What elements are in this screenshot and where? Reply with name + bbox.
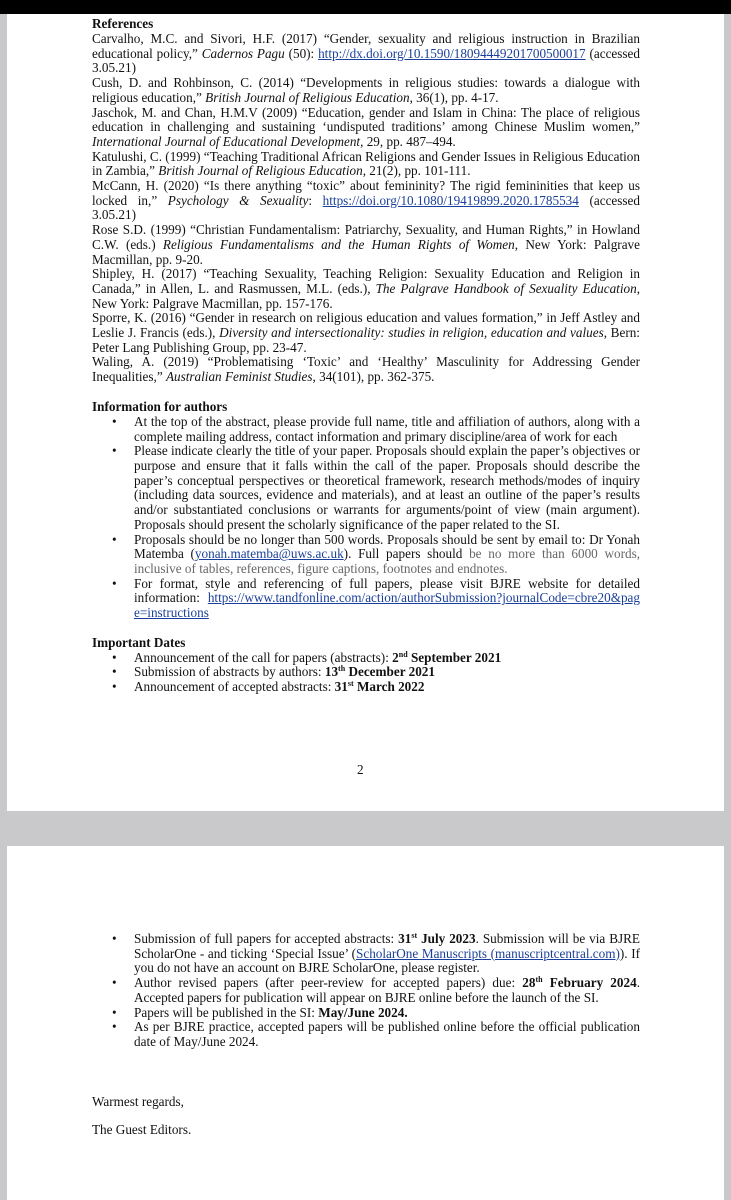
scholarone-link[interactable]: ScholarOne Manuscripts (manuscriptcentral.com) bbox=[356, 945, 620, 961]
reference-entry: Shipley, H. (2017) “Teaching Sexuality, Teaching Religion: Sexuality Education and Religion in Canada,” in Allen, L. and Rasmussen, M.L. (eds.), The Palgrave Handbook of Sexuality Education, New York: Palgrave Macmillan, pp. 157-176. bbox=[92, 266, 640, 311]
document-page-1 bbox=[7, 14, 724, 811]
reference-entry: Cush, D. and Rohbinson, C. (2014) “Developments in religious studies: towards a dialogue with religious education,” British Journal of Religious Education, 36(1), pp. 4-17. bbox=[92, 75, 640, 105]
info-bullet-2: • Please indicate clearly the title of your paper. Proposals should explain the paper’s objectives or purpose and ensure that it falls within the call of the paper. Proposals should describe the paper’s conceptual perspectives or theoretical framework, research methods/modes of inquiry (including data sources, evidence and materials), and at least an outline of the paper’s results and/or substantiated conclusions or warrants for arguments/point of view (main argument). Proposals should present the scholarly significance of the paper related to the SI. bbox=[134, 444, 640, 532]
info-bullet-list bbox=[92, 415, 640, 621]
references-list bbox=[92, 32, 640, 385]
date-item-3: • Announcement of accepted abstracts: 31st March 2022 bbox=[134, 680, 640, 695]
document-page-2 bbox=[7, 846, 724, 1200]
date-item-6: • Papers will be published in the SI: May/June 2024. bbox=[134, 1006, 640, 1021]
email-link[interactable]: yonah.matemba@uws.ac.uk bbox=[194, 546, 344, 562]
reference-entry: McCann, H. (2020) “Is there anything “toxic” about femininity? The rigid femininities that keep us locked in,” Psychology & Sexuality: https://doi.org/10.1080/19419899.2020.1785534 (accessed 3.05.21) bbox=[92, 178, 640, 223]
reference-entry: Carvalho, M.C. and Sivori, H.F. (2017) “Gender, sexuality and religious instruction in Brazilian educational policy,” Cadernos Pagu (50): http://dx.doi.org/10.1590/18094449201700500017 (accessed 3.05.21) bbox=[92, 31, 640, 76]
reference-doi-link[interactable]: http://dx.doi.org/10.1590/18094449201700500017 bbox=[318, 45, 586, 61]
date-item-1: • Announcement of the call for papers (abstracts): 2nd September 2021 bbox=[134, 651, 640, 666]
date-item-7: • As per BJRE practice, accepted papers will be published online before the official publication date of May/June 2024. bbox=[134, 1020, 640, 1049]
important-dates-heading: Important Dates bbox=[92, 634, 186, 650]
date-item-2: • Submission of abstracts by authors: 13th December 2021 bbox=[134, 665, 640, 680]
info-bullet-3: • Proposals should be no longer than 500 words. Proposals should be sent by email to: Dr Yonah Matemba (yonah.matemba@uws.ac.uk). Full papers should be no more than 6000 words, inclusive of tables, references, figure captions, footnotes and endnotes. bbox=[134, 533, 640, 577]
reference-doi-link[interactable]: https://doi.org/10.1080/19419899.2020.1785534 bbox=[322, 192, 579, 208]
bjre-instructions-link[interactable]: https://www.tandfonline.com/action/authorSubmission?journalCode=cbre20&page=instructions bbox=[134, 590, 640, 621]
date-item-4: • Submission of full papers for accepted abstracts: 31st July 2023. Submission will be via BJRE ScholarOne - and ticking ‘Special Issue’ (ScholarOne Manuscripts (manuscriptcentral.com)). If you do not have an account on BJRE ScholarOne, please register. bbox=[134, 932, 640, 976]
closing-signoff: The Guest Editors. bbox=[92, 1121, 192, 1137]
top-black-bar bbox=[0, 0, 731, 14]
reference-entry: Rose S.D. (1999) “Christian Fundamentalism: Patriarchy, Sexuality, and Human Rights,” in Howland C.W. (eds.) Religious Fundamentalisms and the Human Rights of Women, New York: Palgrave Macmillan, pp. 9-20. bbox=[92, 222, 640, 267]
reference-entry: Katulushi, C. (1999) “Teaching Traditional African Religions and Gender Issues in Religious Education in Zambia,” British Journal of Religious Education, 21(2), pp. 101-111. bbox=[92, 148, 640, 179]
dates-continued-list bbox=[92, 932, 640, 1050]
reference-entry: Waling, A. (2019) “Problematising ‘Toxic’ and ‘Healthy’ Masculinity for Addressing Gender Inequalities,” Australian Feminist Studies, 34(101), pp. 362-375. bbox=[92, 354, 640, 385]
reference-entry: Sporre, K. (2016) “Gender in research on religious education and values formation,” in Jeff Astley and Leslie J. Francis (eds.), Diversity and intersectionality: studies in religion, education and values, Bern: Peter Lang Publishing Group, pp. 23-47. bbox=[92, 310, 640, 355]
closing-regards: Warmest regards, bbox=[92, 1093, 184, 1109]
reference-entry: Jaschok, M. and Chan, H.M.V (2009) “Education, gender and Islam in China: The place of religious education in challenging and sustaining ‘undisputed traditions’ among Chinese Muslim women,” International Journal of Educational Development, 29, pp. 487–494. bbox=[92, 104, 640, 149]
page-number: 2 bbox=[357, 762, 364, 777]
references-heading: References bbox=[92, 16, 154, 31]
date-item-5: • Author revised papers (after peer-review for accepted papers) due: 28th February 2024. Accepted papers for publication will appear on BJRE online before the launch of the SI. bbox=[134, 976, 640, 1005]
info-for-authors-heading: Information for authors bbox=[92, 398, 228, 414]
dates-list bbox=[92, 651, 640, 695]
info-bullet-1: • At the top of the abstract, please provide full name, title and affiliation of authors, along with a complete mailing address, contact information and primary discipline/area of work for each bbox=[134, 415, 640, 444]
info-bullet-4: • For format, style and referencing of full papers, please visit BJRE website for detailed information: https://www.tandfonline.com/action/authorSubmission?journalCode=cbre20&page=instructions bbox=[134, 577, 640, 621]
